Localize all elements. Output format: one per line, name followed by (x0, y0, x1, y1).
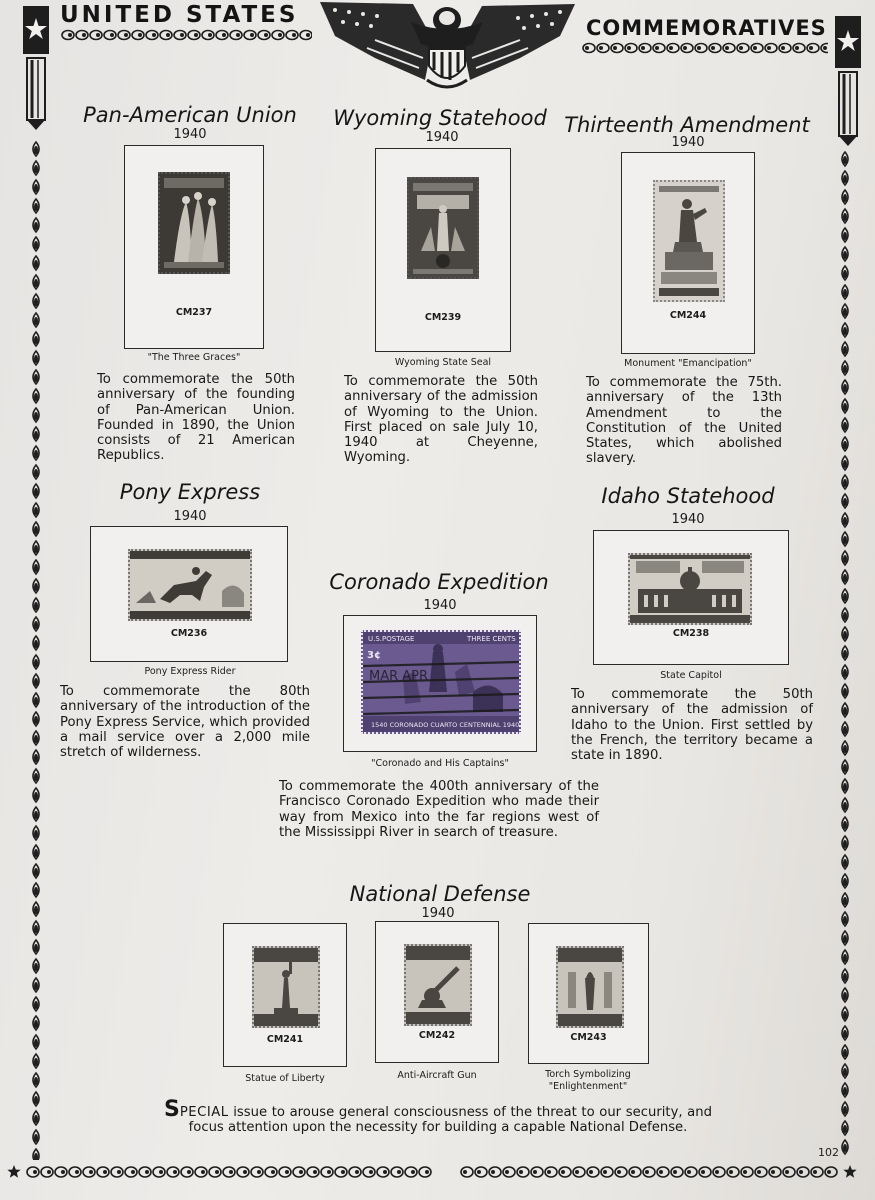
drop-cap: S (164, 1097, 180, 1122)
border-bud-core (843, 764, 847, 772)
border-bud-core (843, 650, 847, 658)
stamp-caption: Torch Symbolizing "Enlightenment" (545, 1069, 631, 1092)
chain-dot (603, 1170, 607, 1174)
border-bud-core (843, 1068, 847, 1076)
special-issue-note (164, 1097, 712, 1136)
left-star-banner (22, 6, 50, 131)
border-bud-core (34, 963, 38, 971)
chain-dot (683, 46, 687, 50)
border-bud-core (34, 260, 38, 268)
border-bud-core (34, 507, 38, 515)
chain-dot (250, 33, 254, 37)
stamp-caption: Statue of Liberty (245, 1073, 325, 1084)
three-graces-icon (160, 174, 228, 272)
stamp-title: Thirteenth Amendment (564, 113, 810, 137)
stamp-caption: "Coronado and His Captains" (371, 758, 509, 769)
border-bud-core (843, 1106, 847, 1114)
border-bud-core (34, 526, 38, 534)
border-bud-core (34, 431, 38, 439)
chain-dot (729, 1170, 733, 1174)
stamp-mount-cm242 (375, 921, 499, 1063)
left-ornament-border (29, 140, 43, 1160)
chain-dot (327, 1170, 331, 1174)
eagle-emblem-icon (315, 0, 580, 96)
border-bud-core (843, 365, 847, 373)
header-right-chain (578, 42, 828, 54)
border-bud-core (34, 811, 38, 819)
statue-of-liberty-icon (254, 948, 318, 1026)
chain-dot (641, 46, 645, 50)
border-bud-core (34, 374, 38, 382)
ornament-border-icon (4, 1162, 864, 1182)
chain-dot (299, 1170, 303, 1174)
stamp-caption: State Capitol (660, 670, 722, 681)
stamp-mount-cm244 (621, 152, 755, 354)
eagle-emblem (315, 0, 580, 96)
right-star-banner (834, 16, 862, 146)
star-icon (843, 1165, 856, 1178)
national-defense-title: National Defense (349, 882, 531, 906)
stamp-year: 1940 (173, 509, 207, 524)
chain-dot (215, 1170, 219, 1174)
border-bud-core (34, 887, 38, 895)
chain-dot (599, 46, 603, 50)
chain-dot (697, 46, 701, 50)
chain-dot (673, 1170, 677, 1174)
border-bud-core (843, 156, 847, 164)
chain-dot (425, 1170, 429, 1174)
chain-dot (575, 1170, 579, 1174)
chain-dot (687, 1170, 691, 1174)
stamp-caption: Wyoming State Seal (394, 357, 492, 368)
border-bud-core (34, 621, 38, 629)
chain-dot (145, 1170, 149, 1174)
chain-dot (533, 1170, 537, 1174)
idaho-capitol-icon (630, 555, 750, 623)
chain-dot (505, 1170, 509, 1174)
chain-dot (795, 46, 799, 50)
stamp-caption: Anti-Aircraft Gun (397, 1070, 477, 1081)
catalog-number: CM237 (175, 307, 213, 318)
chain-dot (369, 1170, 373, 1174)
header-left-chain (57, 29, 312, 41)
chain-dot (187, 1170, 191, 1174)
chain-dot (645, 1170, 649, 1174)
chain-dot (257, 1170, 261, 1174)
border-bud-core (843, 194, 847, 202)
chain-dot (781, 46, 785, 50)
chain-dot (659, 1170, 663, 1174)
border-bud-core (34, 754, 38, 762)
stamp-year: 1940 (425, 130, 459, 145)
border-bud-core (843, 422, 847, 430)
border-bud-core (843, 289, 847, 297)
ornament-border-icon (838, 150, 852, 1160)
stamp-mount-cm238 (593, 530, 789, 665)
border-bud-core (843, 574, 847, 582)
border-bud-core (843, 213, 847, 221)
stamp-image (158, 172, 230, 274)
chain-dot (285, 1170, 289, 1174)
chain-dot (739, 46, 743, 50)
border-bud-core (843, 327, 847, 335)
ornament-border-icon (29, 140, 43, 1160)
border-bud-core (843, 954, 847, 962)
stamp-top-left-text: U.S.POSTAGE (368, 635, 415, 643)
border-bud-core (843, 1030, 847, 1038)
pony-express-rider-icon (130, 551, 250, 619)
stamp-mount-cm243 (528, 923, 649, 1064)
border-bud-core (34, 1115, 38, 1123)
stamp-description: To commemorate the 80th anniversary of the introduction of the Pony Express Service, which provided a mail service over a 2,000 mile stretch of wilderness. (60, 684, 310, 761)
chain-dot (519, 1170, 523, 1174)
footer-ornament (4, 1162, 864, 1182)
border-bud-core (843, 783, 847, 791)
chain-dot (33, 1170, 37, 1174)
chain-dot (341, 1170, 345, 1174)
border-bud-core (34, 222, 38, 230)
chain-dot (627, 46, 631, 50)
right-ornament-border (838, 150, 852, 1160)
torch-icon (558, 948, 622, 1026)
chain-dot (180, 33, 184, 37)
chain-dot (491, 1170, 495, 1174)
stamp-mount-cm239 (375, 148, 511, 352)
chain-dot (411, 1170, 415, 1174)
border-bud-core (34, 564, 38, 572)
chain-dot (771, 1170, 775, 1174)
chain-dot (355, 1170, 359, 1174)
chain-dot (110, 33, 114, 37)
chain-dot (152, 33, 156, 37)
chain-dot (809, 46, 813, 50)
border-bud-core (843, 1144, 847, 1152)
chain-dot (617, 1170, 621, 1174)
chain-dot (229, 1170, 233, 1174)
stamp-mount-cm236 (90, 526, 288, 662)
chain-dot (613, 46, 617, 50)
border-bud-core (843, 726, 847, 734)
chain-dot (166, 33, 170, 37)
border-bud-core (34, 925, 38, 933)
border-bud-core (34, 488, 38, 496)
border-bud-core (843, 251, 847, 259)
stamp-bottom-text: 1540 CORONADO CUARTO CENTENNIAL 1940 (371, 721, 519, 729)
stamp-mount-cm237 (124, 145, 264, 349)
border-bud-core (34, 165, 38, 173)
border-bud-core (34, 1096, 38, 1104)
border-bud-core (34, 317, 38, 325)
stamp-mount-coronado (343, 615, 537, 752)
chain-dot (813, 1170, 817, 1174)
border-bud-core (34, 773, 38, 781)
stamp-caption: "The Three Graces" (147, 352, 241, 363)
border-bud-core (34, 697, 38, 705)
stamp-image (556, 946, 624, 1028)
catalog-number: CM243 (570, 1032, 607, 1043)
stamp-image (407, 177, 479, 279)
chain-dot (131, 1170, 135, 1174)
border-bud-core (34, 1020, 38, 1028)
catalog-number: CM236 (170, 628, 208, 639)
border-bud-core (843, 517, 847, 525)
chain-dot (743, 1170, 747, 1174)
postmark-text: MAR APR (369, 669, 429, 684)
special-word: PECIAL (179, 1105, 229, 1120)
border-bud-core (843, 1087, 847, 1095)
stamp-description: To commemorate the 50th anniversary of the admission of Wyoming to the Union. First placed on sale July 10, 1940 at Cheyenne, Wyoming. (344, 374, 538, 466)
border-bud-core (34, 659, 38, 667)
stamp-year: 1940 (671, 135, 705, 150)
chain-dot (655, 46, 659, 50)
chain-dot (208, 33, 212, 37)
chain-dot (68, 33, 72, 37)
border-bud-core (843, 973, 847, 981)
border-bud-core (843, 441, 847, 449)
border-bud-core (34, 298, 38, 306)
border-bud-core (34, 982, 38, 990)
star-banner-icon (834, 16, 862, 146)
border-bud-core (843, 384, 847, 392)
border-bud-core (843, 897, 847, 905)
chain-dot (715, 1170, 719, 1174)
catalog-number: CM239 (424, 312, 462, 323)
stamp-image (252, 946, 320, 1028)
border-bud-core (843, 916, 847, 924)
border-bud-core (843, 840, 847, 848)
chain-dot (547, 1170, 551, 1174)
chain-dot (75, 1170, 79, 1174)
chain-dot (194, 33, 198, 37)
chain-dot (103, 1170, 107, 1174)
border-bud-core (843, 631, 847, 639)
catalog-number: CM241 (266, 1034, 304, 1045)
border-bud-core (34, 184, 38, 192)
border-bud-core (843, 346, 847, 354)
chain-dot (561, 1170, 565, 1174)
chain-dot (201, 1170, 205, 1174)
anti-aircraft-gun-icon (406, 946, 470, 1024)
stamp-top-right-text: THREE CENTS (467, 635, 516, 643)
border-bud-core (34, 792, 38, 800)
border-bud-core (843, 612, 847, 620)
border-bud-core (34, 735, 38, 743)
border-bud-core (34, 336, 38, 344)
chain-dot (785, 1170, 789, 1174)
chain-dot (159, 1170, 163, 1174)
border-bud-core (843, 593, 847, 601)
stamp-image (653, 180, 725, 302)
catalog-number: CM244 (669, 310, 707, 321)
border-bud-core (843, 536, 847, 544)
chain-dot (96, 33, 100, 37)
stamp-title: Pony Express (119, 480, 261, 504)
border-bud-core (843, 479, 847, 487)
border-bud-core (843, 1011, 847, 1019)
catalog-number: CM238 (672, 628, 710, 639)
chain-dot (222, 33, 226, 37)
stamp-description: To commemorate the 50th anniversary of the admission of Idaho to the Union. First settled by the French, the territory became a state in 1890. (571, 687, 813, 764)
border-bud-core (843, 308, 847, 316)
border-bud-core (843, 669, 847, 677)
chain-dot (383, 1170, 387, 1174)
chain-dot (82, 33, 86, 37)
chain-dot (463, 1170, 467, 1174)
emancipation-statue-icon (655, 182, 723, 300)
border-bud-core (843, 555, 847, 563)
border-bud-core (843, 935, 847, 943)
border-bud-core (843, 1049, 847, 1057)
border-bud-core (843, 745, 847, 753)
page-number: 102 (818, 1146, 839, 1159)
chain-dot (306, 33, 310, 37)
chain-dot (477, 1170, 481, 1174)
chain-dot (711, 46, 715, 50)
stamp-title: Wyoming Statehood (333, 106, 547, 130)
border-bud-core (843, 1125, 847, 1133)
chain-dot (124, 33, 128, 37)
chain-dot (585, 46, 589, 50)
border-bud-core (34, 678, 38, 686)
chain-dot (767, 46, 771, 50)
chain-dot (138, 33, 142, 37)
border-bud-core (34, 1039, 38, 1047)
stamp-image (404, 944, 472, 1026)
chain-dot (823, 46, 827, 50)
stamp-title: Pan-American Union (83, 103, 297, 127)
border-bud-core (843, 821, 847, 829)
border-bud-core (34, 146, 38, 154)
chain-dot (243, 1170, 247, 1174)
stamp-image (128, 549, 252, 621)
header-left-title: UNITED STATES (60, 2, 299, 28)
border-bud-core (34, 1001, 38, 1009)
border-bud-core (34, 640, 38, 648)
stamp-description: To commemorate the 50th anniversary of the founding of Pan-American Union. Founded in 1890, the Union consists of 21 American Republics. (97, 372, 295, 464)
border-bud-core (34, 830, 38, 838)
star-icon (7, 1165, 20, 1178)
star-banner-icon (22, 6, 50, 131)
chain-dot (89, 1170, 93, 1174)
stamp-caption: Monument "Emancipation" (624, 358, 752, 369)
border-bud-core (34, 944, 38, 952)
border-bud-core (34, 906, 38, 914)
stamp-description: To commemorate the 75th. anniversary of the 13th Amendment to the Constitution of the United States, which abolished slavery. (586, 375, 782, 467)
chain-dot (589, 1170, 593, 1174)
border-bud-core (843, 992, 847, 1000)
border-bud-core (34, 583, 38, 591)
chain-dot (117, 1170, 121, 1174)
stamp-denomination: 3¢ (367, 650, 381, 661)
chain-dot (397, 1170, 401, 1174)
border-bud-core (34, 602, 38, 610)
stamp-title: Idaho Statehood (601, 484, 775, 508)
border-bud-core (34, 450, 38, 458)
border-bud-core (843, 270, 847, 278)
chain-dot (47, 1170, 51, 1174)
chain-dot (278, 33, 282, 37)
chain-dot (799, 1170, 803, 1174)
chain-dot (313, 1170, 317, 1174)
border-bud-core (34, 545, 38, 553)
national-defense-year: 1940 (421, 906, 455, 921)
border-bud-core (34, 203, 38, 211)
coronado-stamp (361, 630, 521, 734)
stamp-mount-cm241 (223, 923, 347, 1067)
stamp-image (628, 553, 752, 625)
border-bud-core (843, 403, 847, 411)
chain-dot (236, 33, 240, 37)
border-bud-core (34, 1058, 38, 1066)
chain-dot (701, 1170, 705, 1174)
catalog-number: CM242 (418, 1030, 456, 1041)
border-bud-core (843, 688, 847, 696)
border-bud-core (34, 355, 38, 363)
coronado-captains-icon (363, 632, 519, 732)
chain-dot (264, 33, 268, 37)
border-bud-core (34, 279, 38, 287)
border-bud-core (34, 716, 38, 724)
stamp-caption: Pony Express Rider (144, 666, 236, 677)
border-bud-core (843, 498, 847, 506)
border-bud-core (843, 802, 847, 810)
chain-dot (631, 1170, 635, 1174)
border-bud-core (34, 469, 38, 477)
chain-dot (669, 46, 673, 50)
chain-dot (61, 1170, 65, 1174)
stamp-year: 1940 (671, 512, 705, 527)
border-bud-core (34, 1077, 38, 1085)
special-text: issue to arouse general consciousness of the threat to our security, and focus attention upon the necessity for building a capable National Defense. (188, 1105, 712, 1136)
border-bud-core (843, 175, 847, 183)
border-bud-core (34, 241, 38, 249)
chain-dot (757, 1170, 761, 1174)
border-bud-core (34, 849, 38, 857)
border-bud-core (843, 460, 847, 468)
stamp-year: 1940 (423, 598, 457, 613)
stamp-description: To commemorate the 400th anniversary of the Francisco Coronado Expedition who made their way from Mexico into the far regions west of the Mississippi River in search of treasure. (279, 779, 599, 840)
border-bud-core (34, 868, 38, 876)
chain-dot (271, 1170, 275, 1174)
wyoming-seal-icon (409, 179, 477, 277)
border-bud-core (843, 707, 847, 715)
chain-dot (725, 46, 729, 50)
chain-dot (827, 1170, 831, 1174)
border-bud-core (843, 859, 847, 867)
stamp-title: Coronado Expedition (329, 570, 549, 594)
chain-dot (753, 46, 757, 50)
chain-dot (173, 1170, 177, 1174)
chain-dot (292, 33, 296, 37)
border-bud-core (34, 1134, 38, 1142)
header-right-title: COMMEMORATIVES (586, 16, 827, 40)
border-bud-core (843, 232, 847, 240)
border-bud-core (34, 412, 38, 420)
border-bud-core (34, 393, 38, 401)
border-bud-core (843, 878, 847, 886)
stamp-year: 1940 (173, 127, 207, 142)
